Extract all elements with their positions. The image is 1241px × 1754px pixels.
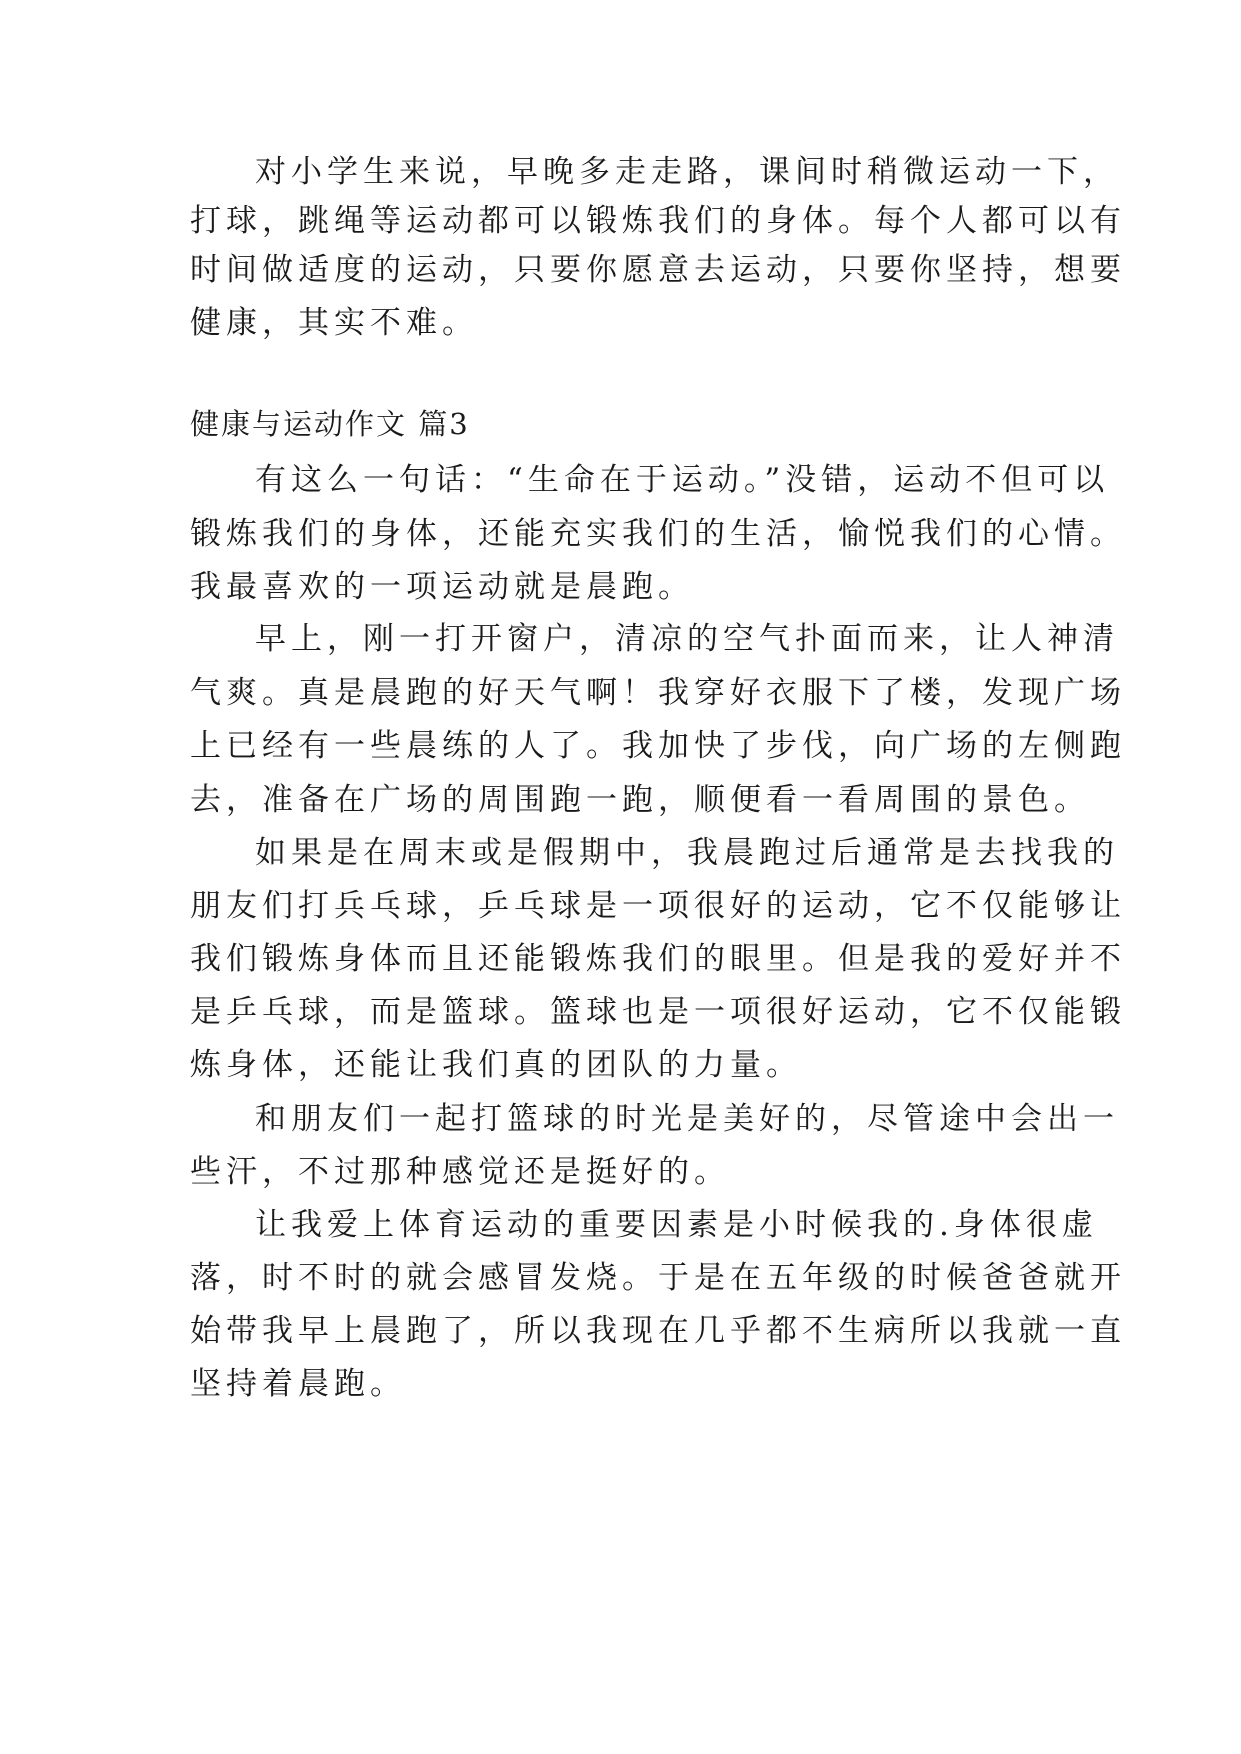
- paragraph-4-line-1: 如果是在周末或是假期中，我晨跑过后通常是去找我的: [255, 835, 1119, 871]
- paragraph-4-line-3: 我们锻炼身体而且还能锻炼我们的眼里。但是我的爱好并不: [190, 941, 1126, 977]
- paragraph-1-line-4: 健康，其实不难。: [190, 305, 478, 341]
- paragraph-5-line-2: 些汗，不过那种感觉还是挺好的。: [190, 1154, 730, 1190]
- paragraph-1-line-1: 对小学生来说，早晚多走走路，课间时稍微运动一下，: [255, 154, 1119, 190]
- paragraph-3-line-3: 上已经有一些晨练的人了。我加快了步伐，向广场的左侧跑: [190, 728, 1126, 764]
- paragraph-1-line-2: 打球，跳绳等运动都可以锻炼我们的身体。每个人都可以有: [190, 203, 1126, 239]
- paragraph-3-line-1: 早上，刚一打开窗户，清凉的空气扑面而来，让人神清: [255, 621, 1119, 657]
- paragraph-3-line-2: 气爽。真是晨跑的好天气啊！我穿好衣服下了楼，发现广场: [190, 675, 1126, 711]
- paragraph-4-line-4: 是乒乓球，而是篮球。篮球也是一项很好运动，它不仅能锻: [190, 994, 1126, 1030]
- paragraph-6-line-2: 落，时不时的就会感冒发烧。于是在五年级的时候爸爸就开: [190, 1260, 1126, 1296]
- paragraph-2-line-1: 有这么一句话：“生命在于运动。”没错，运动不但可以: [255, 462, 1110, 498]
- paragraph-6-line-4: 坚持着晨跑。: [190, 1366, 406, 1402]
- paragraph-4-line-2: 朋友们打兵乓球，乒乓球是一项很好的运动，它不仅能够让: [190, 888, 1126, 924]
- paragraph-2-line-3: 我最喜欢的一项运动就是晨跑。: [190, 569, 694, 605]
- paragraph-1-line-3: 时间做适度的运动，只要你愿意去运动，只要你坚持，想要: [190, 252, 1126, 288]
- paragraph-3-line-4: 去，准备在广场的周围跑一跑，顺便看一看周围的景色。: [190, 782, 1090, 818]
- paragraph-2-line-2: 锻炼我们的身体，还能充实我们的生活，愉悦我们的心情。: [190, 516, 1126, 552]
- paragraph-5-line-1: 和朋友们一起打篮球的时光是美好的，尽管途中会出一: [255, 1101, 1119, 1137]
- paragraph-4-line-5: 炼身体，还能让我们真的团队的力量。: [190, 1047, 802, 1083]
- section-heading: 健康与运动作文 篇3: [190, 407, 470, 441]
- paragraph-6-line-1: 让我爱上体育运动的重要因素是小时候我的.身体很虚: [255, 1207, 1098, 1243]
- paragraph-6-line-3: 始带我早上晨跑了，所以我现在几乎都不生病所以我就一直: [190, 1313, 1126, 1349]
